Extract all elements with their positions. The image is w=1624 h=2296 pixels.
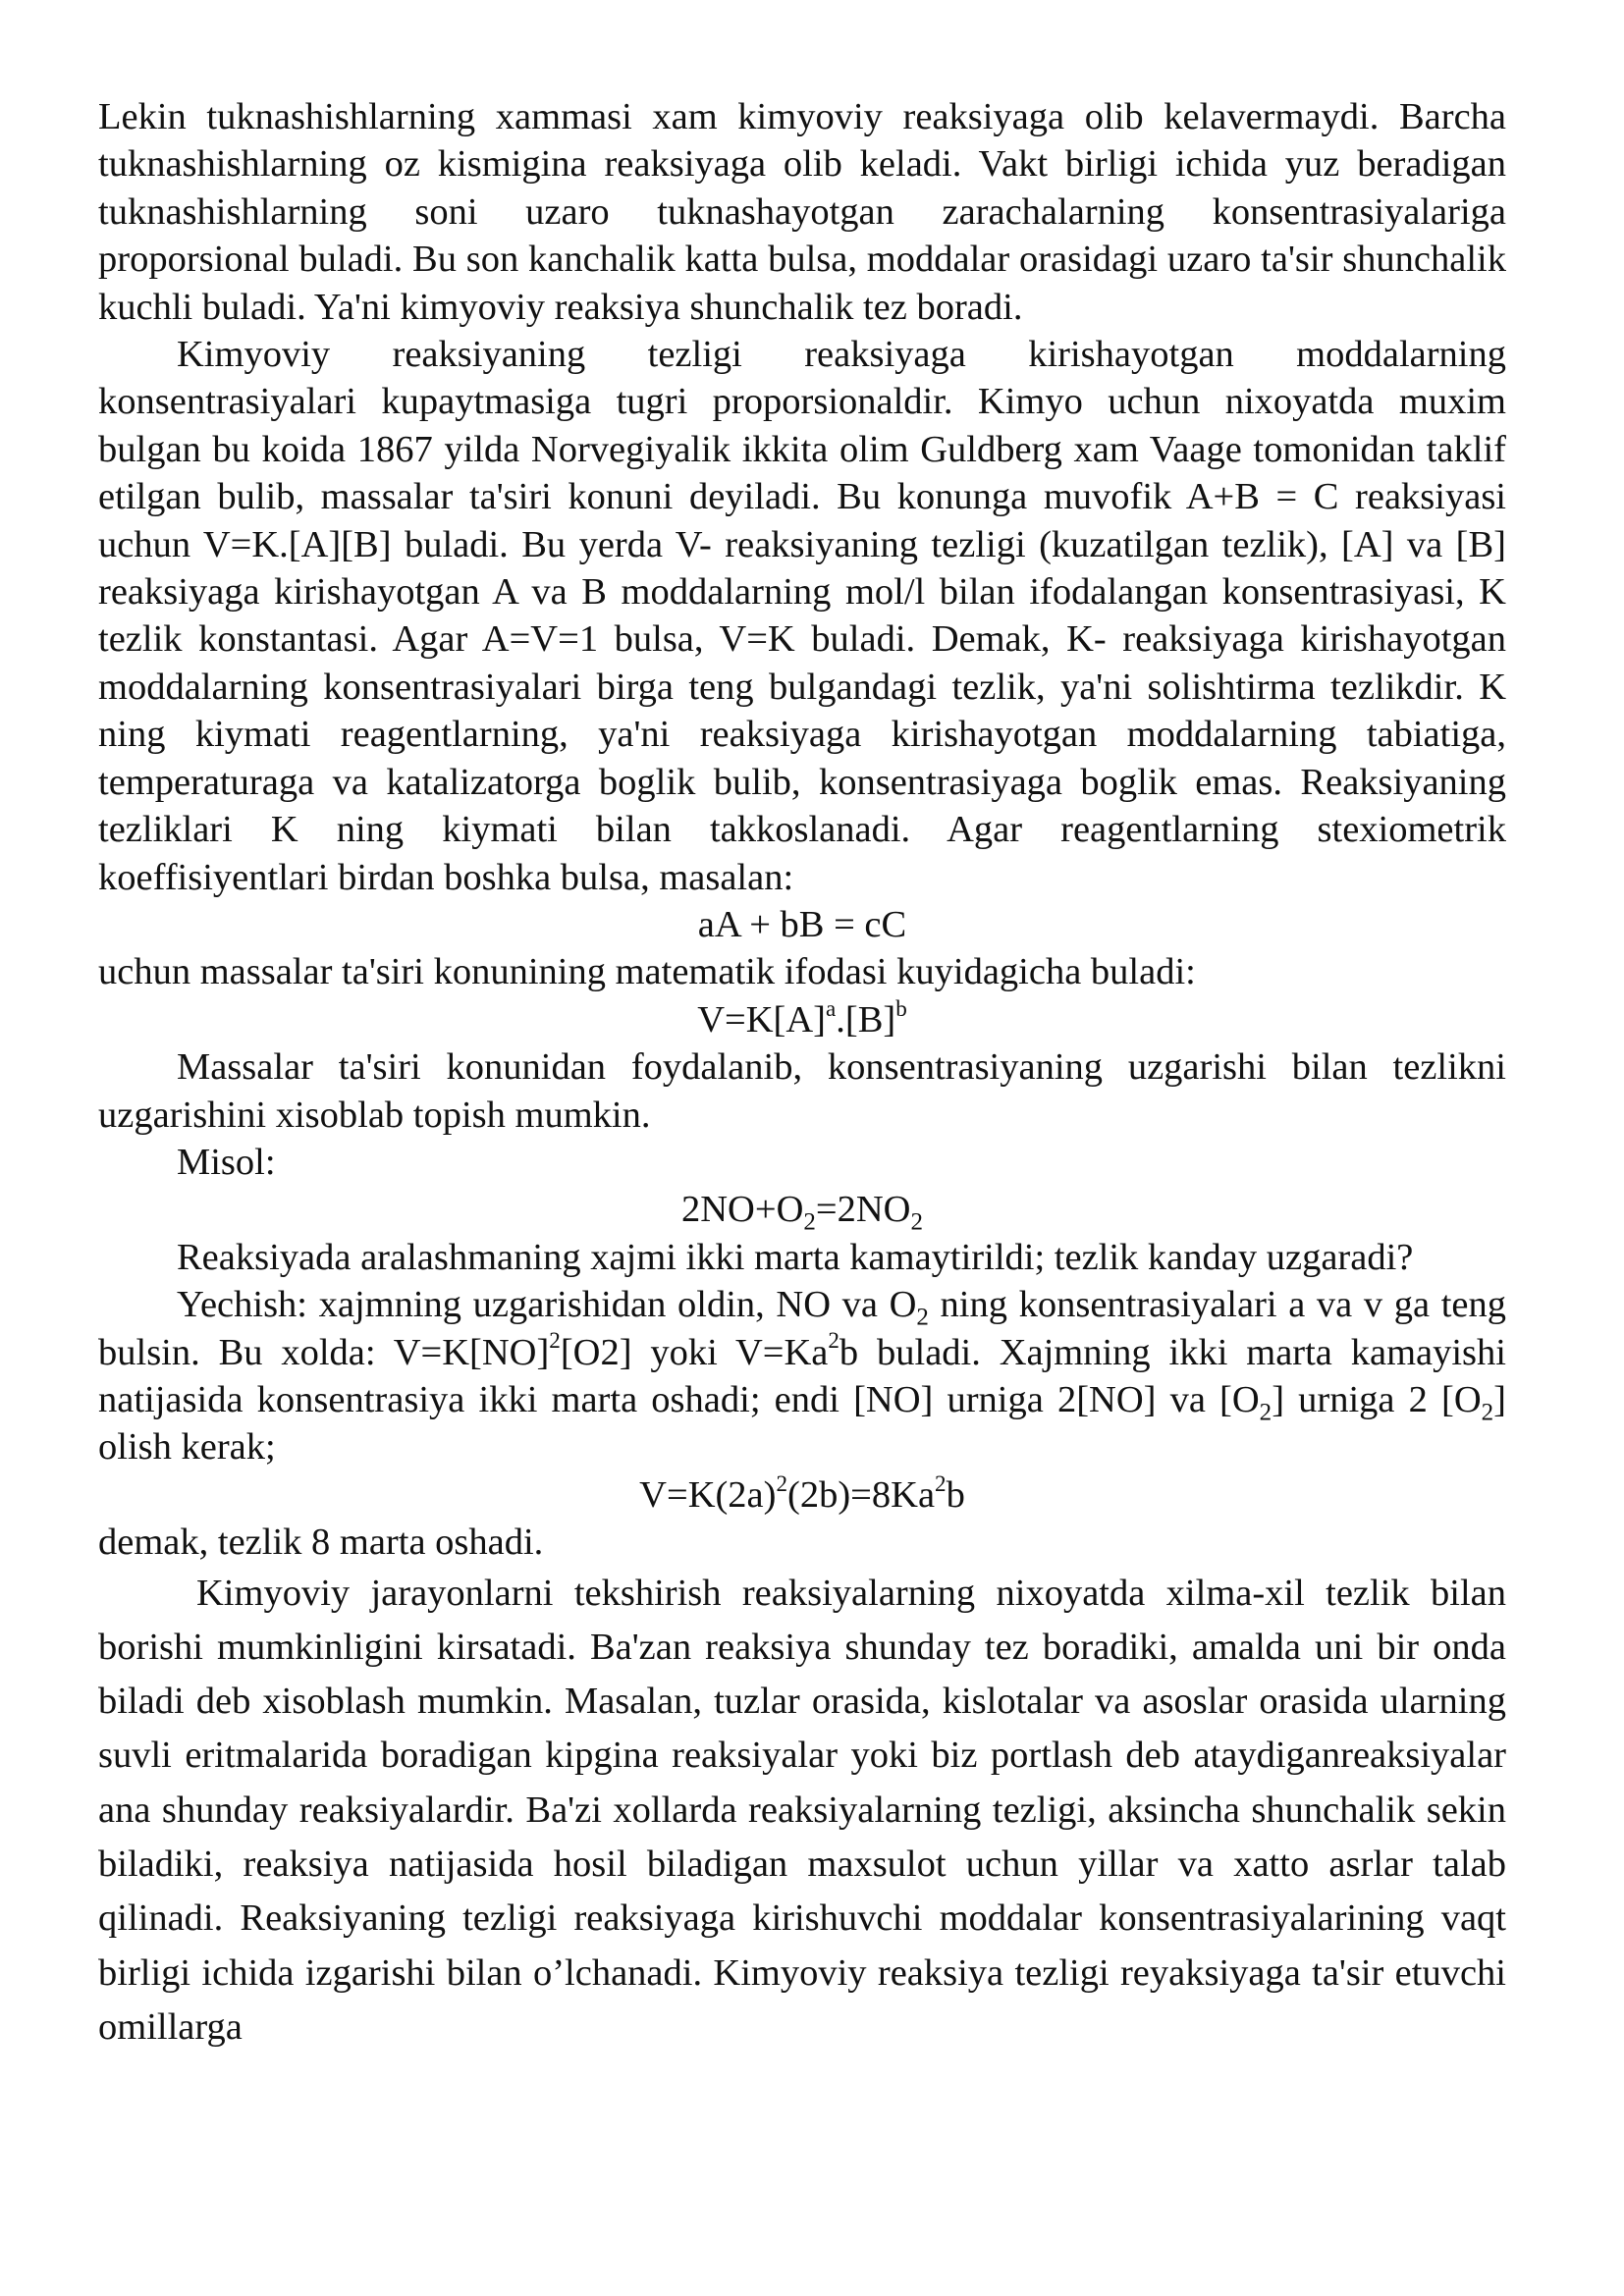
- text-run: ning konsentrasiyalari a va v ga teng bulsin. Bu xolda: V=K[NO]: [98, 1284, 1506, 1373]
- superscript: 2: [935, 1469, 947, 1496]
- subscript: 2: [803, 1209, 816, 1237]
- equation-part: .[B]: [836, 998, 896, 1041]
- superscript: 2: [828, 1327, 839, 1354]
- subscript: 2: [916, 1304, 929, 1331]
- equation-part: (2b)=8Ka: [787, 1473, 936, 1516]
- paragraph-expression-intro: uchun massalar ta'siri konunining matematik ifodasi kuyidagicha buladi:: [98, 951, 1196, 993]
- equation-part: b: [946, 1473, 965, 1516]
- equation-part: =2NO: [815, 1189, 911, 1231]
- document-page: [98, 93, 1506, 2055]
- paragraph-intro: Lekin tuknashishlarning xammasi xam kimyoviy reaksiyaga olib kelavermaydi. Barcha tuknashishlarning oz kismigina reaksiyaga olib keladi. Vakt birligi ichida yuz beradigan tuknashishlarning soni uzaro tuknashayotgan zarachalarning konsentrasiyalariga proporsional buladi. Bu son kanchalik katta bulsa, moddalar orasidagi uzaro ta'sir shunchalik kuchli buladi. Ya'ni kimyoviy reaksiya shunchalik tez boradi.: [98, 96, 1506, 328]
- subscript: 2: [1481, 1399, 1494, 1426]
- superscript: b: [895, 994, 907, 1021]
- equation-part: V=K[A]: [697, 998, 826, 1041]
- paragraph-solution: [98, 1281, 1506, 1471]
- equation-part: 2NO+O: [681, 1189, 804, 1231]
- paragraph-mass-action-law: Kimyoviy reaksiyaning tezligi reaksiyaga kirishayotgan moddalarning konsentrasiyalari kupaytmasiga tugri proporsionaldir. Kimyo uchun nixoyatda muxim bulgan bu koida 1867 yilda Norvegiyalik ikkita olim Guldberg xam Vaage tomonidan taklif etilgan bulib, massalar ta'siri konuni deyiladi. Bu konunga muvofik A+B = C reaksiyasi uchun V=K.[A][B] buladi. Bu yerda V- reaksiyaning tezligi (kuzatilgan tezlik), [A] va [B] reaksiyaga kirishayotgan A va B moddalarning mol/l bilan ifodalangan konsentrasiyasi, K tezlik konstantasi. Agar A=V=1 bulsa, V=K buladi. Demak, K- reaksiyaga kirishayotgan moddalarning konsentrasiyalari birga teng bulgandagi tezlik, ya'ni solishtirma tezlikdir. K ning kiymati reagentlarning, ya'ni reaksiyaga kirishayotgan moddalarning tabiatiga, temperaturaga va katalizatorga boglik bulib, konsentrasiyaga boglik emas. Reaksiyaning tezliklari K ning kiymati bilan takkoslanadi. Agar reagentlarning stexiometrik koeffisiyentlari birdan boshka bulsa, masalan:: [98, 334, 1506, 898]
- equation-example: [98, 1186, 1506, 1237]
- text-run: Yechish: xajmning uzgarishidan oldin, NO va O: [177, 1284, 917, 1326]
- superscript: a: [826, 994, 837, 1021]
- paragraph-reaction-speeds: Kimyoviy jarayonlarni tekshirish reaksiyalarning nixoyatda xilma-xil tezlik bilan borishi mumkinligini kirsatadi. Ba'zan reaksiya shunday tez boradiki, amalda uni bir onda biladi deb xisoblash mumkin. Masalan, tuzlar orasida, kislotalar va asoslar orasida ularning suvli eritmalarida boradigan kipgina reaksiyalar yoki biz portlash deb ataydiganreaksiyalar ana shunday reaksiyalardir. Ba'zi xollarda reaksiyalarning tezligi, aksincha shunchalik sekin biladiki, reaksiya natijasida hosil biladigan maxsulot uchun yillar va xatto asrlar talab qilinadi. Reaksiyaning tezligi reaksiyaga kirishuvchi moddalar konsentrasiyalarining vaqt birligi ichida izgarishi bilan o’lchanadi. Kimyoviy reaksiya tezligi reyaksiyaga ta'sir etuvchi omillarga: [98, 1572, 1506, 2048]
- equation-part: V=K(2a): [639, 1473, 777, 1516]
- text-run: ] urniga 2 [O: [1272, 1378, 1482, 1420]
- equation-rate-law: [98, 996, 1506, 1043]
- superscript: 2: [776, 1469, 788, 1496]
- equation-solution: [98, 1471, 1506, 1519]
- subscript: 2: [910, 1209, 923, 1237]
- text-run: b buladi. Xajmning ikki marta kamayishi natijasida konsentrasiya ikki marta oshadi; endi [NO] urniga 2[NO] va [O: [98, 1331, 1506, 1420]
- paragraph-question: Reaksiyada aralashmaning xajmi ikki marta kamaytirildi; tezlik kanday uzgaradi?: [177, 1236, 1414, 1278]
- text-run: ] olish kerak;: [98, 1378, 1506, 1468]
- paragraph-conclusion: demak, tezlik 8 marta oshadi.: [98, 1522, 544, 1564]
- equation-general: aA + bB = cC: [697, 903, 907, 945]
- subscript: 2: [1259, 1399, 1272, 1426]
- text-run: [O2] yoki V=Ka: [560, 1331, 829, 1373]
- superscript: 2: [549, 1327, 561, 1354]
- example-label: Misol:: [177, 1141, 276, 1183]
- paragraph-usage: Massalar ta'siri konunidan foydalanib, konsentrasiyaning uzgarishi bilan tezlikni uzgarishini xisoblab topish mumkin.: [98, 1046, 1506, 1136]
